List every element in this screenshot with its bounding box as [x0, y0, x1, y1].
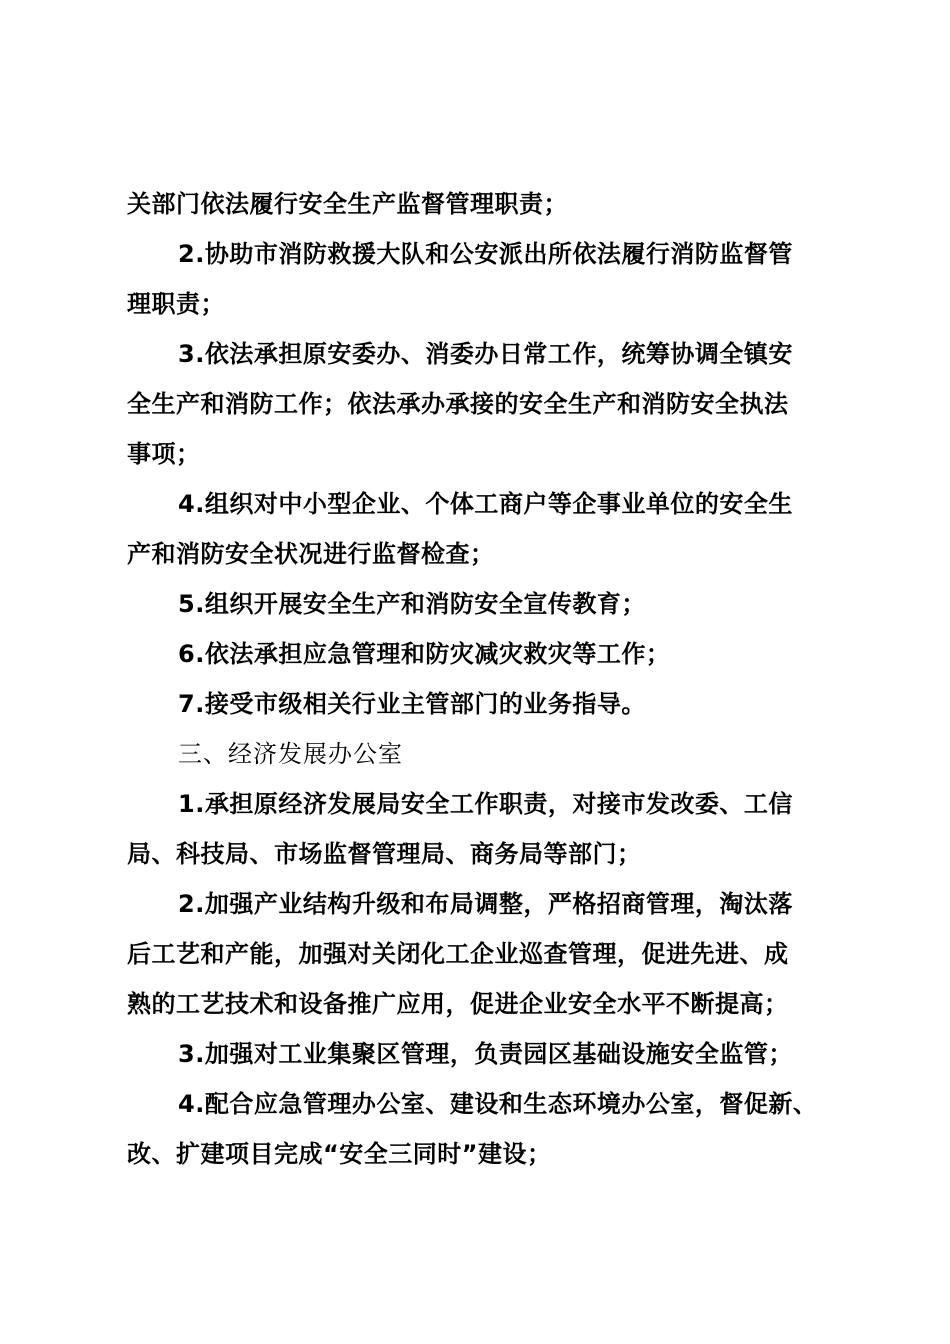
- text-line-3: 理职责；: [127, 290, 225, 318]
- text-line-8: 产和消防安全状况进行监督检查；: [127, 540, 495, 568]
- text-line-14: 局、科技局、市场监督管理局、商务局等部门；: [127, 840, 642, 868]
- text-line-10: 6.依法承担应急管理和防灾减灾救灾等工作；: [178, 640, 671, 668]
- text-line-16: 后工艺和产能，加强对关闭化工企业巡查管理，促进先进、成: [127, 940, 789, 968]
- text-line-11: 7.接受市级相关行业主管部门的业务指导。: [178, 690, 646, 718]
- text-line-13: 1.承担原经济发展局安全工作职责，对接市发改委、工信: [178, 790, 793, 818]
- text-line-6: 事项；: [127, 440, 201, 468]
- text-line-19: 4.配合应急管理办公室、建设和生态环境办公室，督促新、: [178, 1090, 818, 1118]
- text-line-7: 4.组织对中小型企业、个体工商户等企事业单位的安全生: [178, 490, 793, 518]
- text-line-5: 全生产和消防工作；依法承办承接的安全生产和消防安全执法: [127, 390, 789, 418]
- text-line-9: 5.组织开展安全生产和消防安全宣传教育；: [178, 590, 646, 618]
- section-heading: 三、经济发展办公室: [178, 740, 403, 768]
- text-line-2: 2.协助市消防救援大队和公安派出所依法履行消防监督管: [178, 240, 793, 268]
- text-line-1: 关部门依法履行安全生产监督管理职责；: [127, 190, 568, 218]
- text-line-18: 3.加强对工业集聚区管理，负责园区基础设施安全监管；: [178, 1040, 793, 1068]
- text-line-17: 熟的工艺技术和设备推广应用，促进企业安全水平不断提高；: [127, 990, 789, 1018]
- text-line-4: 3.依法承担原安委办、消委办日常工作，统筹协调全镇安: [178, 340, 793, 368]
- text-line-20: 改、扩建项目完成“安全三同时”建设；: [127, 1140, 552, 1168]
- text-line-15: 2.加强产业结构升级和布局调整，严格招商管理，淘汰落: [178, 890, 793, 918]
